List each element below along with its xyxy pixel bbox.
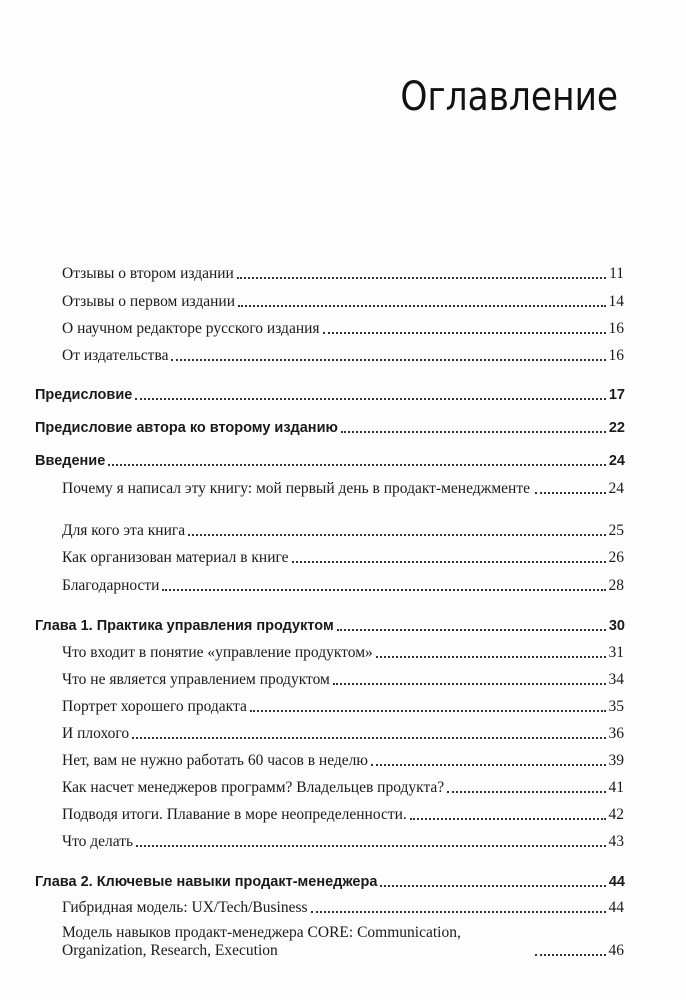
toc-entry-label: Гибридная модель: UX/Tech/Business	[62, 899, 308, 916]
toc-entry-what-is-not-pm[interactable]	[62, 671, 624, 689]
toc-chapter-1[interactable]	[35, 617, 625, 635]
dot-leader	[108, 464, 606, 466]
toc-entry-label: Почему я написал эту книгу: мой первый день в продакт-менеджменте	[62, 480, 530, 497]
toc-entry-label: От издательства	[62, 347, 169, 364]
dot-leader	[447, 791, 605, 793]
toc-entry-page: 42	[608, 806, 624, 823]
dot-leader	[238, 305, 606, 307]
dot-leader	[136, 845, 605, 847]
toc-chapter-label: Глава 1. Практика управления продуктом	[35, 618, 334, 634]
toc-entry-bad-pm[interactable]	[62, 725, 624, 743]
toc-entry-page: 46	[608, 942, 624, 959]
toc-entry-summary[interactable]	[62, 806, 624, 824]
toc-entry-page: 16	[608, 347, 624, 364]
dot-leader	[237, 277, 606, 279]
toc-entry-good-pm[interactable]	[62, 698, 624, 716]
toc-entry-page: 36	[608, 725, 624, 742]
toc-entry-page: 44	[608, 899, 624, 916]
toc-entry-page: 16	[608, 320, 624, 337]
toc-entry-label: Как организован материал в книге	[62, 549, 289, 566]
dot-leader	[250, 710, 606, 712]
toc-entry-label: И плохого	[62, 725, 130, 742]
toc-entry-scientific-editor[interactable]	[62, 320, 624, 338]
dot-leader	[371, 764, 606, 766]
toc-entry-label: Благодарности	[62, 577, 160, 594]
toc-entry-what-is-pm[interactable]	[62, 644, 624, 662]
dot-leader	[380, 885, 605, 887]
dot-leader	[337, 629, 606, 631]
toc-entry-page: 34	[608, 671, 624, 688]
toc-entry-page: 39	[608, 752, 624, 769]
toc-entry-label: Что не является управлением продуктом	[62, 671, 330, 688]
toc-entry-page: 41	[608, 779, 624, 796]
toc-entry-label: Портрет хорошего продакта	[62, 698, 247, 715]
toc-entry-label: Что входит в понятие «управление продуктом»	[62, 644, 373, 661]
dot-leader	[323, 332, 606, 334]
dot-leader	[311, 911, 606, 913]
toc-entry-from-publisher[interactable]	[62, 347, 624, 365]
dot-leader	[188, 534, 605, 536]
toc-entry-page: 28	[608, 577, 624, 594]
toc-entry-label: Как насчет менеджеров программ? Владельцев продукта?	[62, 779, 445, 796]
toc-chapter-author-preface[interactable]	[35, 419, 625, 437]
toc-entry-page: 35	[608, 698, 624, 715]
dot-leader	[410, 818, 606, 820]
toc-chapter-introduction[interactable]	[35, 452, 625, 470]
toc-entry-page: 26	[608, 549, 624, 566]
toc-chapter-page: 17	[608, 387, 625, 403]
toc-entry-page: 14	[608, 293, 624, 310]
dot-leader	[376, 656, 606, 658]
toc-entry-how-organized[interactable]	[62, 549, 624, 567]
toc-chapter-label: Глава 2. Ключевые навыки продакт-менеджера	[35, 874, 378, 890]
dot-leader	[341, 431, 606, 433]
toc-chapter-preface[interactable]	[35, 386, 625, 404]
toc-entry-page: 24	[608, 480, 624, 497]
toc-entry-label: Нет, вам не нужно работать 60 часов в неделю	[62, 752, 368, 769]
toc-entry-label: Отзывы о первом издании	[62, 293, 235, 310]
toc-entry-page: 31	[608, 644, 624, 661]
dot-leader	[132, 737, 605, 739]
toc-entry-label: Для кого эта книга	[62, 522, 186, 539]
dot-leader	[171, 359, 605, 361]
toc-entry-acknowledgements[interactable]	[62, 577, 624, 595]
toc-chapter-label: Предисловие автора ко второму изданию	[35, 420, 338, 436]
toc-chapter-2[interactable]	[35, 873, 625, 891]
toc-chapter-page: 22	[608, 420, 625, 436]
toc-entry-program-managers[interactable]	[62, 779, 624, 797]
toc-chapter-page: 24	[608, 453, 625, 469]
page-title: Оглавление	[400, 74, 618, 120]
toc-chapter-label: Введение	[35, 453, 106, 469]
toc-entry-60-hours[interactable]	[62, 752, 624, 770]
dot-leader	[292, 561, 606, 563]
toc-entry-what-to-do[interactable]	[62, 833, 624, 851]
toc-entry-reviews-second-edition[interactable]	[62, 265, 624, 283]
toc-entry-page: 25	[608, 522, 624, 539]
toc-entry-page: 43	[608, 833, 624, 850]
toc-chapter-label: Предисловие	[35, 387, 133, 403]
toc-entry-page: 11	[609, 265, 624, 282]
toc-chapter-page: 44	[608, 874, 625, 890]
toc-entry-label: Что делать	[62, 833, 134, 850]
dot-leader	[135, 398, 606, 400]
toc-entry-label: Модель навыков продакт-менеджера CORE: Communication, Organization, Research, Execution	[62, 924, 461, 959]
toc-entry-hybrid-model[interactable]	[62, 899, 624, 917]
toc-entry-label: Подводя итоги. Плавание в море неопределенности.	[62, 806, 407, 823]
dot-leader	[162, 589, 605, 591]
toc-entry-why-i-wrote[interactable]	[62, 480, 624, 498]
dot-leader	[535, 954, 606, 956]
dot-leader	[333, 683, 606, 685]
toc-entry-core-model[interactable]	[62, 924, 624, 960]
toc-entry-reviews-first-edition[interactable]	[62, 293, 624, 311]
dot-leader	[535, 492, 606, 494]
toc-chapter-page: 30	[608, 618, 625, 634]
toc-entry-label: Отзывы о втором издании	[62, 265, 234, 282]
toc-entry-who-is-it-for[interactable]	[62, 522, 624, 540]
toc-entry-label: О научном редакторе русского издания	[62, 320, 320, 337]
